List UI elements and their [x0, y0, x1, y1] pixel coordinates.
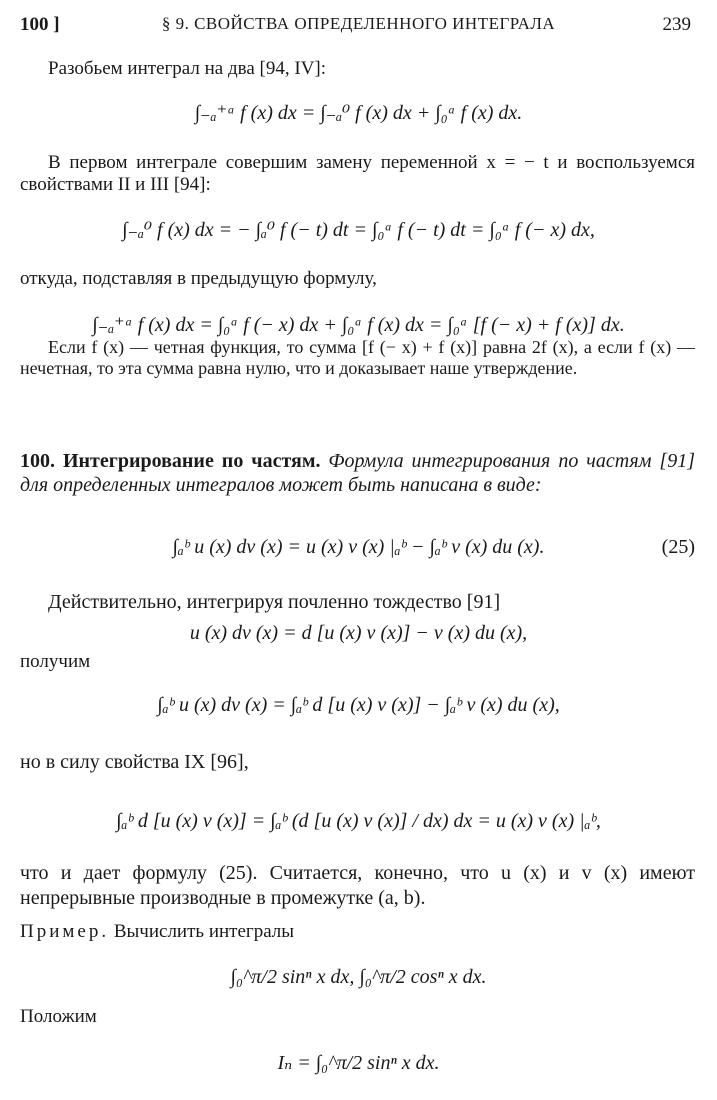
equation-split: ∫₋ₐ⁺ᵃ f (x) dx = ∫₋ₐ⁰ f (x) dx + ∫₀ᵃ f (x) dx. — [194, 102, 523, 124]
equation-parts-formula: ∫ₐᵇ u (x) dv (x) = u (x) v (x) |ₐᵇ − ∫ₐᵇ v (x) du (x). — [172, 536, 545, 558]
running-header: § 9. СВОЙСТВА ОПРЕДЕЛЕННОГО ИНТЕГРАЛА — [161, 14, 556, 33]
equation-property: ∫ₐᵇ d [u (x) v (x)] = ∫ₐᵇ (d [u (x) v (x)] / dx) dx = u (x) v (x) |ₐᵇ, — [116, 810, 601, 832]
equation-substitution: ∫₋ₐ⁰ f (x) dx = − ∫ₐ⁰ f (− t) dt = ∫₀ᵃ f (− t) dt = ∫₀ᵃ f (− x) dx, — [122, 219, 595, 241]
example-label: Пример. — [20, 921, 110, 942]
paragraph-set: Положим — [20, 1006, 97, 1027]
paragraph-indeed: Действительно, интегрируя почленно тождество [91] — [48, 591, 501, 613]
section-title: 100. Интегрирование по частям. — [20, 450, 321, 472]
equation-number: (25) — [661, 536, 695, 558]
paragraph-example — [20, 921, 695, 943]
example-text: Вычислить интегралы — [113, 921, 295, 942]
section-intro: Формула интегрирования по частям [91] для определенных интегралов может быть написана в виде: — [20, 450, 695, 496]
paragraph-property: но в силу свойства IX [96], — [20, 751, 249, 773]
paragraph-obtain: получим — [20, 651, 91, 672]
paragraph-substitution: В первом интеграле совершим замену переменной x = − t и воспользуемся свойствами II и III [94]: — [20, 152, 695, 195]
section-100 — [20, 449, 695, 497]
equation-identity: u (x) dv (x) = d [u (x) v (x)] − v (x) du (x), — [189, 622, 528, 644]
paragraph-whence: откуда, подставляя в предыдущую формулу, — [20, 268, 377, 289]
page-number: 239 — [662, 14, 691, 35]
paragraph-split-integral: Разобьем интеграл на два [94, IV]: — [48, 58, 327, 79]
paragraph-conclusion: что и дает формулу (25). Считается, конечно, что u (x) и v (x) имеют непрерывные производные в промежутке (a, b). — [20, 862, 695, 909]
equation-combined: ∫₋ₐ⁺ᵃ f (x) dx = ∫₀ᵃ f (− x) dx + ∫₀ᵃ f (x) dx = ∫₀ᵃ [f (− x) + f (x)] dx. — [92, 314, 625, 336]
equation-example: ∫₀^π/2 sinⁿ x dx, ∫₀^π/2 cosⁿ x dx. — [230, 966, 487, 988]
equation-integrated: ∫ₐᵇ u (x) dv (x) = ∫ₐᵇ d [u (x) v (x)] − ∫ₐᵇ v (x) du (x), — [157, 694, 560, 716]
section-number: 100 ] — [20, 14, 60, 35]
paragraph-even-odd: Если f (x) — четная функция, то сумма [f (− x) + f (x)] равна 2f (x), а если f (x) — нечетная, то эта сумма равна нулю, что и доказывает наше утверждение. — [20, 337, 695, 378]
equation-In: Iₙ = ∫₀^π/2 sinⁿ x dx. — [277, 1052, 440, 1074]
